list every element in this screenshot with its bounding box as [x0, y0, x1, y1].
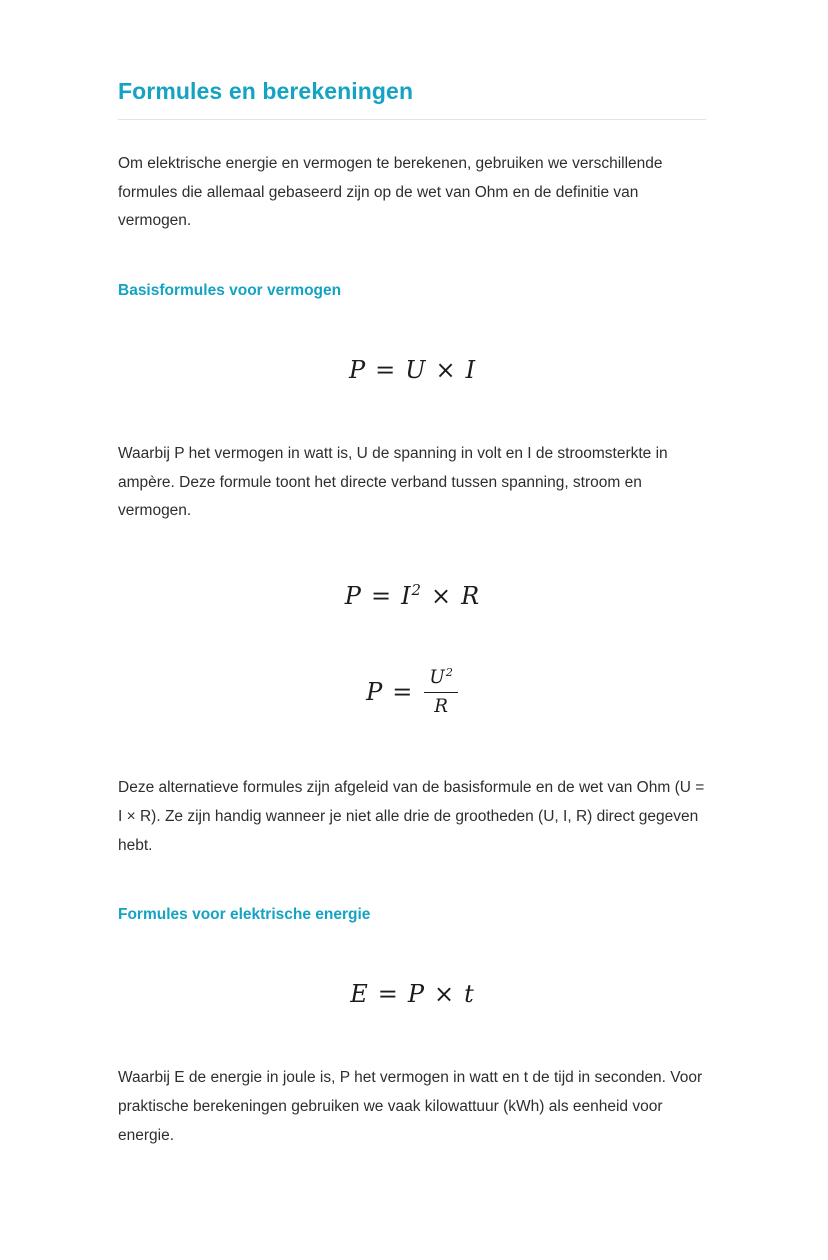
formula-e-pt [118, 980, 706, 1008]
formula-p-i2r [118, 582, 706, 610]
p-ui-explanation-paragraph: Waarbij P het vermogen in watt is, U de spanning in volt en I de stroomsterkte in ampère. Deze formule toont het directe verband tussen spanning, stroom en vermogen. [118, 445, 668, 520]
fraction-numerator: $U^2$ [424, 666, 458, 693]
math-superscript: 2 [445, 665, 453, 679]
math-variable: I [465, 356, 476, 385]
title-divider [118, 119, 706, 120]
section-heading-energie: Formules voor elektrische energie [118, 906, 371, 924]
alt-formulas-explanation-paragraph: Deze alternatieve formules zijn afgeleid van de basisformule en de wet van Ohm (U = I × R). Ze zijn handig wanneer je niet alle drie de grootheden (U, I, R) direct gegeven hebt. [118, 779, 705, 854]
math-times: × [434, 980, 455, 1009]
math-variable: U [405, 356, 426, 385]
math-variable: P [344, 582, 361, 611]
math-variable: P [407, 980, 425, 1009]
math-equals: = [375, 356, 396, 385]
math-variable: E [350, 980, 368, 1009]
math-times: × [431, 582, 452, 611]
math-equals: = [377, 980, 398, 1009]
math-equals: = [392, 678, 413, 707]
math-variable: R [461, 582, 480, 611]
math-variable: $I^2$ [401, 581, 422, 611]
math-equals: = [370, 582, 392, 611]
math-fraction [424, 666, 458, 718]
math-times: × [435, 356, 456, 385]
page-title: Formules en berekeningen [118, 78, 414, 104]
intro-paragraph: Om elektrische energie en vermogen te berekenen, gebruiken we verschillende formules die allemaal gebaseerd zijn op de wet van Ohm en de definitie van vermogen. [118, 155, 663, 230]
math-variable: P [348, 356, 366, 385]
formula-p-u2r [118, 666, 706, 718]
formula-p-ui [118, 356, 706, 384]
e-pt-explanation-paragraph: Waarbij E de energie in joule is, P het vermogen in watt en t de tijd in seconden. Voor praktische berekeningen gebruiken we vaak kilowattuur (kWh) als eenheid voor energie. [118, 1069, 703, 1144]
math-variable: t [464, 980, 474, 1009]
math-variable: P [366, 678, 383, 707]
fraction-denominator: R [434, 695, 448, 717]
math-superscript: 2 [411, 581, 422, 600]
section-heading-basisformules: Basisformules voor vermogen [118, 282, 342, 300]
